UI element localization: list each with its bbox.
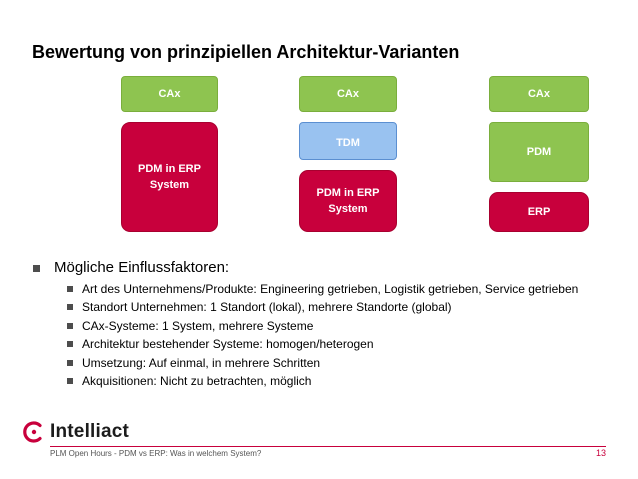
list-item-text: Art des Unternehmens/Produkte: Engineering getrieben, Logistik getrieben, Service getrieben	[82, 282, 579, 296]
list-item-text: Umsetzung: Auf einmal, in mehrere Schritten	[82, 355, 321, 370]
variant-3-erp-box	[489, 192, 589, 232]
list-item-text: CAx-Systeme: 1 System, mehrere Systeme	[82, 318, 314, 333]
list-item	[30, 356, 620, 371]
variant-3-erp-label: ERP	[527, 205, 551, 218]
variant-3-cax-box	[489, 76, 589, 112]
square-bullet-icon	[67, 323, 73, 329]
influence-factors-heading: Mögliche Einflussfaktoren:	[54, 259, 230, 276]
square-bullet-icon	[67, 378, 73, 384]
list-item	[30, 319, 620, 334]
list-item-text: Standort Unternehmen: 1 Standort (lokal), mehrere Standorte (global)	[82, 300, 452, 315]
square-bullet-icon	[67, 341, 73, 347]
main-bullet	[30, 258, 620, 278]
variant-1-cax-label: CAx	[158, 87, 181, 100]
variant-1-pdm-in-erp-label: PDM in ERP System	[138, 162, 201, 191]
variant-1-pdm-in-erp-box	[121, 122, 218, 232]
variant-2-tdm-label: TDM	[336, 137, 360, 149]
list-item-text: Architektur bestehender Systeme: homogen/heterogen	[82, 337, 374, 352]
variant-2-pdm-in-erp-label: PDM in ERP System	[316, 186, 380, 215]
list-item	[30, 282, 620, 297]
square-bullet-icon	[67, 360, 73, 366]
variant-2-pdm-in-erp-box	[299, 170, 397, 232]
variant-3-pdm-label: PDM	[526, 145, 552, 158]
list-item	[30, 374, 620, 389]
square-bullet-icon	[33, 265, 40, 272]
square-bullet-icon	[67, 304, 73, 310]
page-number: 13	[595, 448, 606, 458]
list-item	[30, 300, 620, 315]
variant-2-cax-box	[299, 76, 397, 112]
variant-1-cax-box	[121, 76, 218, 112]
variant-2-tdm-box	[299, 122, 397, 160]
variant-3-cax-label: CAx	[527, 87, 550, 100]
variant-2-cax-label: CAx	[336, 87, 359, 100]
footer-divider	[50, 446, 606, 447]
influence-factors-list	[30, 258, 620, 392]
intelliact-logo	[22, 420, 129, 444]
footer-text: PLM Open Hours - PDM vs ERP: Was in welchem System?	[50, 449, 262, 458]
slide-title: Bewertung von prinzipiellen Architektur-Varianten	[32, 42, 460, 62]
list-item-text: Akquisitionen: Nicht zu betrachten, möglich	[82, 373, 312, 388]
list-item	[30, 337, 620, 352]
intelliact-logo-icon	[22, 420, 46, 444]
logo-wordmark: Intelliact	[50, 421, 130, 442]
square-bullet-icon	[67, 286, 73, 292]
variant-3-pdm-box	[489, 122, 589, 182]
